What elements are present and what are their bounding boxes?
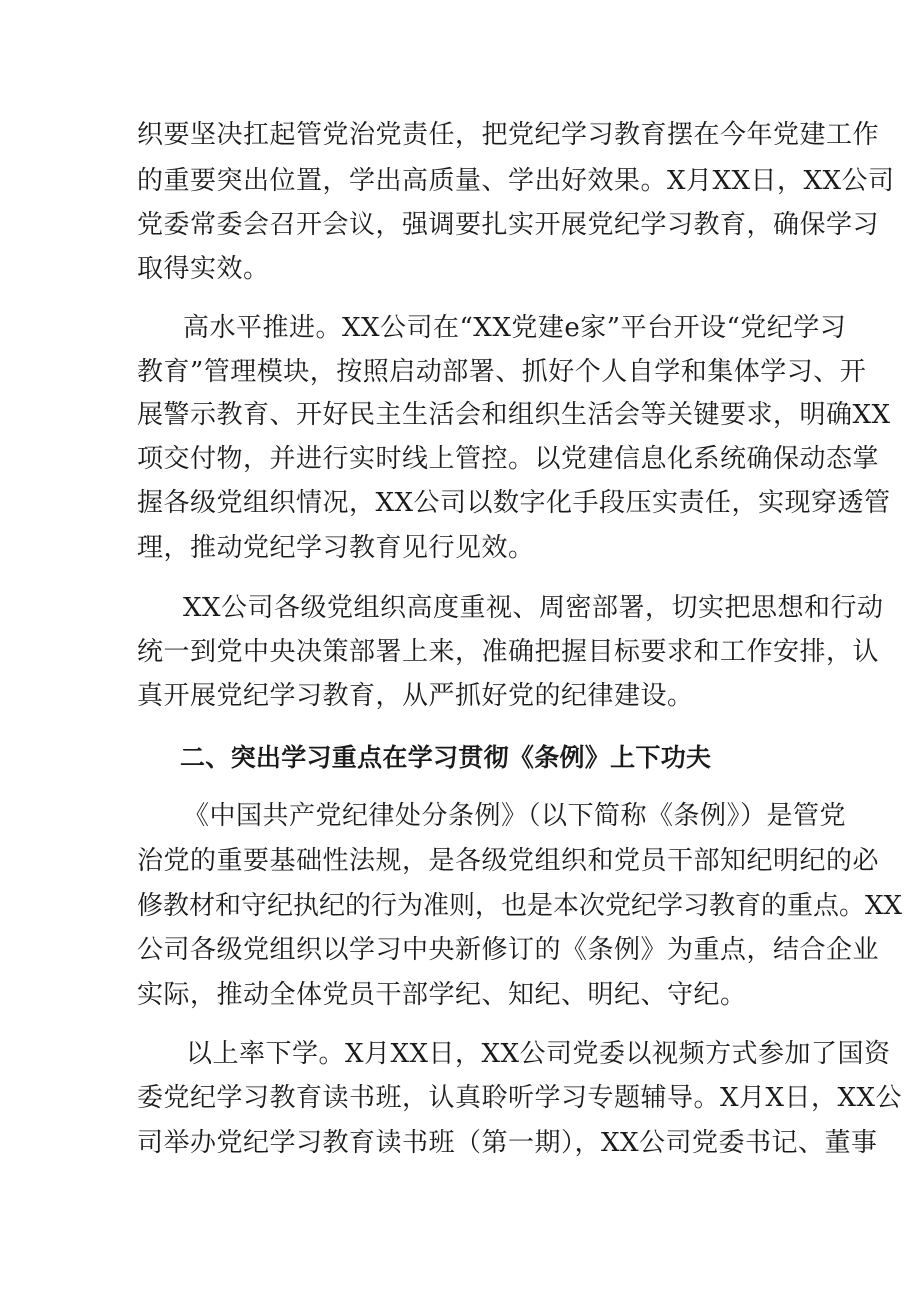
paragraph-5-line-2: 委党纪学习教育读书班，认真聆听学习专题辅导。X月X日，XX公 (137, 1083, 903, 1113)
paragraph-4-line-1: 《中国共产党纪律处分条例》（以下简称《条例》）是管党 (183, 801, 847, 831)
paragraph-2-line-3: 展警示教育、开好民主生活会和组织生活会等关键要求，明确XX (137, 400, 891, 430)
paragraph-2-line-5: 握各级党组织情况，XX公司以数字化手段压实责任，实现穿透管 (137, 488, 891, 518)
paragraph-2-line-6: 理，推动党纪学习教育见行见效。 (137, 533, 535, 563)
paragraph-2-line-1: 高水平推进。XX公司在“XX党建e家”平台开设“党纪学习 (183, 313, 847, 343)
paragraph-4-line-3: 修教材和守纪执纪的行为准则，也是本次党纪学习教育的重点。XX (137, 891, 903, 921)
paragraph-2-line-2: 教育”管理模块，按照启动部署、抓好个人自学和集体学习、开 (137, 357, 867, 387)
paragraph-4-line-4: 公司各级党组织以学习中央新修订的《条例》为重点，结合企业 (137, 935, 880, 965)
section-heading: 二、突出学习重点在学习贯彻《条例》上下功夫 (180, 743, 712, 772)
paragraph-1-line-2: 的重要突出位置，学出高质量、学出好效果。X月XX日，XX公司 (137, 166, 895, 196)
paragraph-4-line-5: 实际，推动全体党员干部学纪、知纪、明纪、守纪。 (137, 980, 747, 1010)
paragraph-1-line-1: 织要坚决扛起管党治党责任，把党纪学习教育摆在今年党建工作 (137, 120, 880, 150)
paragraph-3-line-3: 真开展党纪学习教育，从严抓好党的纪律建设。 (137, 681, 694, 711)
paragraph-3-line-2: 统一到党中央决策部署上来，准确把握目标要求和工作安排，认 (137, 637, 880, 667)
paragraph-2-line-4: 项交付物，并进行实时线上管控。以党建信息化系统确保动态掌 (137, 444, 880, 474)
paragraph-4-line-2: 治党的重要基础性法规，是各级党组织和党员干部知纪明纪的必 (137, 846, 880, 876)
paragraph-3-line-1: XX公司各级党组织高度重视、周密部署，切实把思想和行动 (183, 593, 884, 623)
paragraph-5-line-3: 司举办党纪学习教育读书班（第一期），XX公司党委书记、董事 (137, 1128, 878, 1158)
paragraph-1-line-3: 党委常委会召开会议，强调要扎实开展党纪学习教育，确保学习 (137, 210, 880, 240)
paragraph-5-line-1: 以上率下学。X月XX日，XX公司党委以视频方式参加了国资 (186, 1039, 891, 1069)
paragraph-1-line-4: 取得实效。 (137, 254, 270, 284)
